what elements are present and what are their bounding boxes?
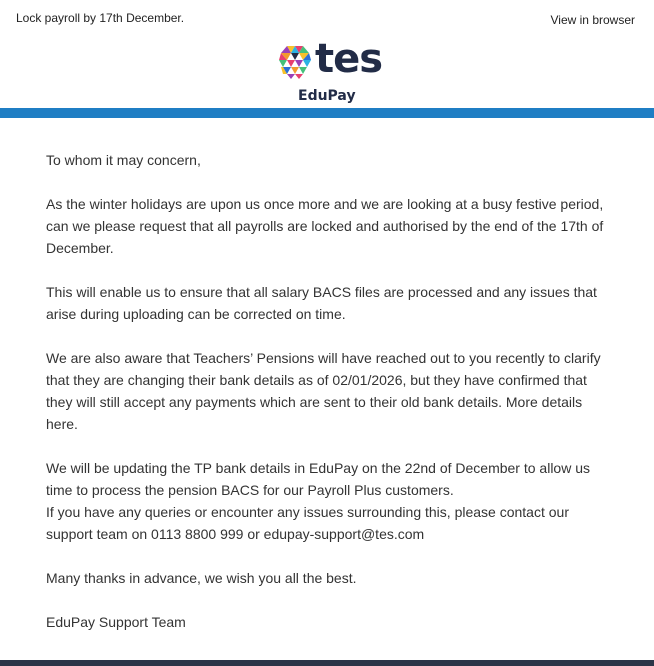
email-body <box>46 149 612 655</box>
tes-logo-mark-icon <box>277 44 313 80</box>
paragraph-tp-update: We will be updating the TP bank details in EduPay on the 22nd of December to allow us time to process the pension BACS for our Payroll Plus customers. <box>46 460 591 498</box>
paragraph-support-contact: If you have any queries or encounter any issues surrounding this, please contact our support team on 0113 8800 999 or edupay-support@tes.com <box>46 504 569 542</box>
footer-bar <box>0 660 654 666</box>
preheader <box>0 0 654 40</box>
view-in-browser-link[interactable]: View in browser <box>550 13 635 27</box>
paragraph-payroll-lock: As the winter holidays are upon us once more and we are looking at a busy festive period, can we please request that all payrolls are locked and authorised by the end of the 17th of December. <box>46 196 604 256</box>
tes-edupay-logo <box>276 36 383 106</box>
paragraph-teachers-pensions <box>46 347 612 435</box>
edupay-subtitle: EduPay <box>298 88 356 104</box>
preheader-text: Lock payroll by 17th December. <box>16 11 185 25</box>
paragraph-teachers-pensions-end: . <box>74 416 78 432</box>
paragraph-bacs: This will enable us to ensure that all salary BACS files are processed and any issues that arise during uploading can be corrected on time. <box>46 284 597 322</box>
signature: EduPay Support Team <box>46 614 186 630</box>
tes-wordmark: tes <box>315 36 383 82</box>
header-divider-bar <box>0 108 654 118</box>
greeting: To whom it may concern, <box>46 152 201 168</box>
more-details-link[interactable]: here <box>46 416 75 432</box>
paragraph-teachers-pensions-text: We are also aware that Teachers’ Pensions will have reached out to you recently to clarify that they are changing their bank details as of 02/01/2026, but they have confirmed that they will still accept any payments which are sent to their old bank details. More details <box>46 350 601 410</box>
closing: Many thanks in advance, we wish you all the best. <box>46 570 357 586</box>
